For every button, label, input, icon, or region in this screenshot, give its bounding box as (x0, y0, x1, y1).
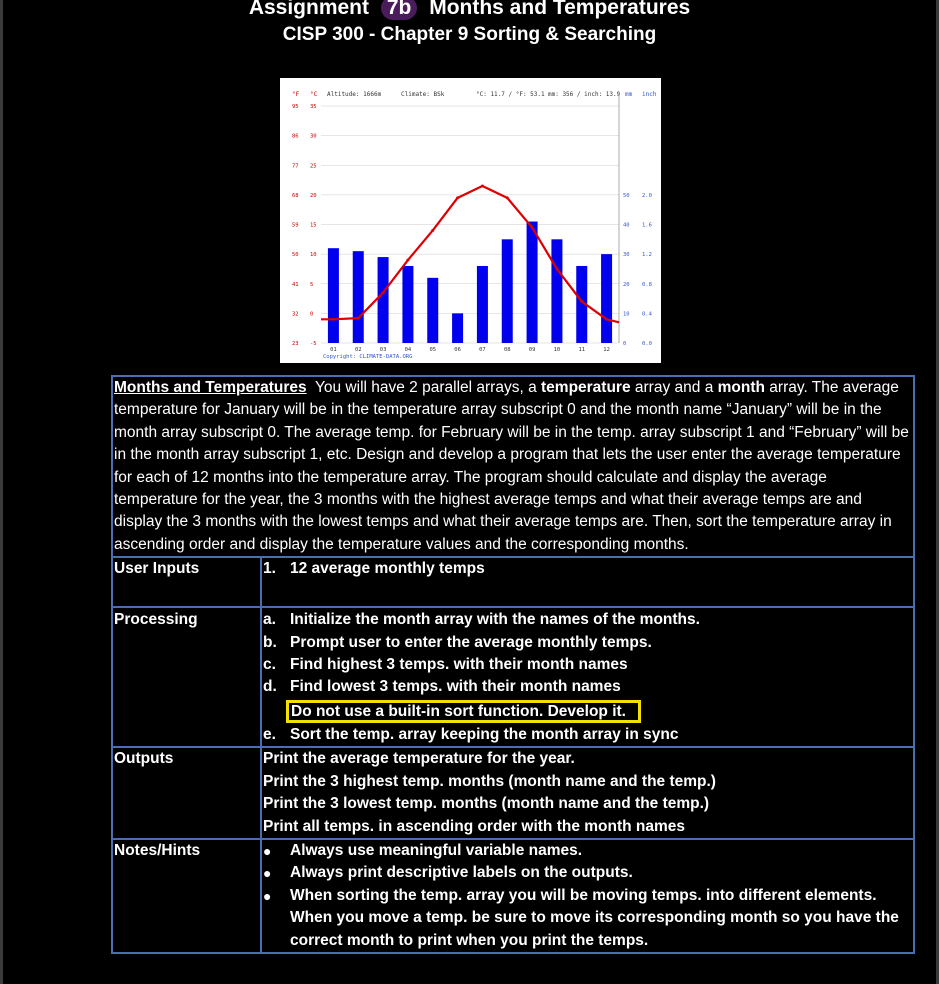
x-tick-label: 11 (578, 347, 586, 353)
tick-label-f: 50 (292, 252, 299, 259)
tick-label-inch: 0.0 (642, 341, 652, 347)
sort-warning-highlight: Do not use a built-in sort function. Develop it. (286, 700, 641, 723)
intro-text-1: You will have 2 parallel arrays, a (306, 379, 541, 396)
bullet-icon: ● (263, 865, 272, 882)
tick-label-mm: 20 (623, 281, 630, 288)
precip-bar (378, 257, 389, 343)
temperature-point (456, 196, 459, 199)
tick-label-mm: 10 (623, 311, 630, 318)
item-text: Always print descriptive labels on the outputs. (290, 864, 633, 882)
processing-row (112, 607, 914, 747)
precip-bar (402, 266, 413, 343)
item-text: Initialize the month array with the names of the months. (290, 611, 700, 629)
precip-bar (452, 313, 463, 343)
outputs-row (112, 747, 914, 839)
temperature-point (531, 226, 534, 229)
precip-bar (551, 239, 562, 343)
unit-mm-label: mm (625, 91, 633, 98)
precip-bar (502, 239, 513, 343)
assignment-spec-table (111, 375, 915, 954)
temperature-point (406, 259, 409, 262)
page-subtitle: CISP 300 - Chapter 9 Sorting & Searching (282, 24, 657, 45)
tick-label-f: 32 (292, 311, 299, 318)
tick-label-c: 25 (310, 163, 317, 170)
item-text: When sorting the temp. array you will be moving temps. into different elements. When you move a temp. be sure to move its corresponding month so you have the correct month to print when you print the temps. (290, 886, 899, 949)
output-line: Print the 3 highest temp. months (month name and the temp.) (263, 772, 716, 790)
temperature-point (431, 229, 434, 232)
tick-label-f: 77 (292, 163, 299, 170)
x-tick-label: 07 (479, 347, 486, 353)
notes-label: Notes/Hints (112, 839, 261, 953)
list-item (263, 558, 913, 580)
tick-label-c: 15 (310, 222, 317, 229)
item-marker: 1. (263, 560, 276, 578)
item-marker: d. (263, 678, 277, 696)
outputs-content (261, 747, 914, 839)
x-tick-label: 08 (503, 347, 511, 353)
unit-c-label: °C (310, 91, 318, 98)
item-text: Prompt user to enter the average monthly temps. (290, 633, 652, 651)
x-tick-label: 02 (354, 347, 362, 353)
user-inputs-content (261, 557, 914, 607)
intro-row (112, 376, 914, 557)
outputs-label: Outputs (112, 747, 261, 839)
tick-label-c: 30 (310, 133, 317, 140)
x-tick-label: 01 (330, 347, 337, 353)
tick-label-inch: 0.4 (642, 311, 652, 318)
tick-label-inch: 0.8 (642, 281, 652, 288)
precip-bar (353, 251, 364, 343)
processing-label: Processing (112, 607, 261, 747)
intro-bold-temperature: temperature (541, 379, 631, 396)
output-line: Print the 3 lowest temp. months (month name and the temp.) (263, 795, 710, 813)
avg-temp-label: °C: 11.7 / °F: 53.1 (476, 91, 545, 98)
unit-inch-label: inch (642, 91, 657, 98)
tick-label-c: 10 (310, 252, 317, 259)
temperature-point (357, 317, 360, 320)
processing-content (261, 607, 914, 747)
tick-label-mm: 40 (623, 222, 630, 229)
tick-label-c: 35 (310, 104, 317, 110)
intro-text-2: array and a (630, 379, 718, 396)
tick-label-f: 41 (292, 281, 299, 288)
tick-label-mm: 0 (623, 341, 627, 347)
tick-label-f: 23 (292, 341, 299, 347)
item-text: Sort the temp. array keeping the month array in sync (290, 725, 679, 743)
precip-bar (477, 266, 488, 343)
title-after: Months and Temperatures (429, 0, 691, 19)
user-inputs-label: User Inputs (112, 557, 261, 607)
title-badge: 7b (381, 0, 418, 20)
intro-text-3: array. The average temperature for January will be in the temperature array subscript 0 and the month name “January” will be in the month array subscript 0. The average temp. for February will be in the temp. array subscript 1 and “February” will be in the month array subscript 1, etc. Design and develop a program that lets the user enter the average temperature for each of 12 months into the temperature array. The program should calculate and display the average temperature for the year, the 3 months with the highest average temps and what their average temps are and display the 3 months with the lowest temps and what their average temps are. Then, sort the temperature array in ascending order and display the temperature values and the corresponding months. (114, 379, 909, 553)
x-tick-label: 04 (404, 347, 412, 353)
intro-title: Months and Temperatures (114, 379, 307, 396)
x-tick-label: 10 (553, 347, 561, 353)
tick-label-f: 59 (292, 222, 299, 229)
item-marker: b. (263, 633, 277, 651)
tick-label-inch: 1.2 (642, 252, 652, 259)
temperature-point (506, 196, 509, 199)
list-item (263, 632, 913, 654)
x-tick-label: 09 (528, 347, 536, 353)
page-edge-left (0, 0, 3, 984)
bullet-icon: ● (263, 842, 272, 859)
x-tick-label: 05 (429, 347, 437, 353)
precip-bar (527, 222, 538, 343)
notes-content (261, 839, 914, 953)
x-tick-label: 03 (379, 347, 387, 353)
altitude-label: Altitude: 1666m (327, 91, 382, 98)
output-line: Print all temps. in ascending order with the month names (263, 817, 686, 835)
tick-label-inch: 2.0 (642, 192, 652, 199)
tick-label-c: 5 (310, 281, 314, 288)
tick-label-f: 86 (292, 133, 299, 140)
precip-bar (328, 248, 339, 343)
climate-chart (280, 78, 661, 363)
user-inputs-row (112, 557, 914, 607)
unit-f-label: °F (292, 91, 300, 98)
temperature-point (605, 318, 608, 321)
list-item (263, 609, 913, 631)
precip-bar (427, 278, 438, 343)
temperature-point (580, 300, 583, 303)
temperature-point (332, 318, 335, 321)
temperature-point (555, 267, 558, 270)
list-item (263, 862, 913, 884)
intro-cell (112, 376, 914, 557)
list-item (263, 885, 913, 952)
tick-label-mm: 50 (623, 192, 630, 199)
item-marker: e. (263, 725, 276, 743)
tick-label-f: 68 (292, 192, 299, 199)
list-item (263, 676, 913, 698)
tick-label-c: -5 (310, 341, 317, 347)
precip-bar (601, 254, 612, 343)
tick-label-inch: 1.6 (642, 222, 652, 229)
item-marker: c. (263, 656, 276, 674)
copyright-label: Copyright: CLIMATE-DATA.ORG (323, 354, 413, 360)
item-text: 12 average monthly temps (290, 560, 485, 578)
tick-label-c: 20 (310, 192, 317, 199)
climate-chart-svg (280, 78, 661, 363)
x-tick-label: 06 (454, 347, 461, 353)
temperature-point (382, 291, 385, 294)
page-title (0, 0, 939, 20)
bullet-icon: ● (263, 887, 272, 904)
item-text: Always use meaningful variable names. (290, 841, 583, 859)
list-item (263, 840, 913, 862)
list-item (263, 724, 913, 746)
list-item (263, 654, 913, 676)
intro-bold-month: month (717, 379, 765, 396)
tick-label-f: 95 (292, 104, 299, 110)
precip-label: mm: 356 / inch: 13.9 (548, 91, 621, 98)
tick-label-c: 0 (310, 311, 314, 318)
notes-row (112, 839, 914, 953)
tick-label-mm: 30 (623, 252, 630, 259)
temperature-point (481, 184, 484, 187)
item-text: Find highest 3 temps. with their month names (290, 656, 628, 674)
climate-label: Climate: BSk (401, 91, 445, 98)
x-tick-label: 12 (603, 347, 610, 353)
item-marker: a. (263, 611, 276, 629)
title-before: Assignment (248, 0, 369, 19)
item-text: Find lowest 3 temps. with their month names (290, 678, 621, 696)
output-line: Print the average temperature for the year. (263, 750, 575, 768)
